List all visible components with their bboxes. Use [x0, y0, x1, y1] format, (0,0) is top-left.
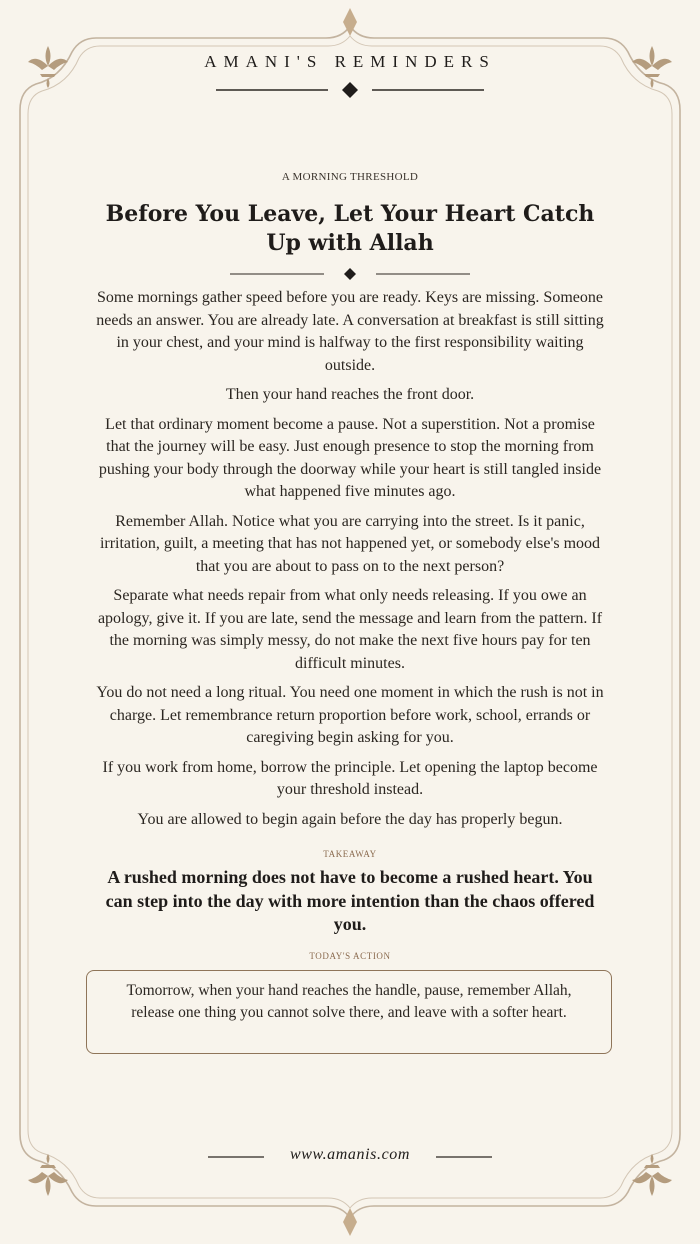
brand-title: AMANI'S REMINDERS: [204, 52, 496, 71]
paragraph: You do not need a long ritual. You need one moment in which the rush is not in charge. Let remembrance return proportion before work, school, errands or caregiving begin asking for you.: [96, 684, 604, 746]
article-body: [92, 287, 608, 838]
article-kicker: A MORNING THRESHOLD: [281, 171, 419, 183]
takeaway-text: A rushed morning does not have to become a rushed heart. You can step into the day with more intention than the chaos offered you.: [105, 867, 595, 934]
paragraph: Remember Allah. Notice what you are carrying into the street. Is it panic, irritation, guilt, a meeting that has not happened yet, or somebody else's mood that you are about to pass on to the next person?: [99, 512, 601, 575]
action-text: Tomorrow, when your hand reaches the handle, pause, remember Allah, release one thing you cannot solve there, and leave with a softer heart.: [126, 982, 572, 1021]
header-divider: [216, 82, 484, 98]
action-box: [86, 970, 612, 1054]
paragraph: Then your hand reaches the front door.: [225, 386, 475, 403]
action-label: TODAY'S ACTION: [309, 951, 391, 961]
title-divider: [230, 268, 470, 280]
article-title: Before You Leave, Let Your Heart Catch Up with Allah: [105, 201, 595, 256]
paragraph: Separate what needs repair from what only needs releasing. If you owe an apology, give it. If you are late, send the message and learn from the pattern. If the morning was simply messy, do not make the next five hours pay for ten difficult minutes.: [97, 587, 603, 672]
paragraph: Let that ordinary moment become a pause. Not a superstition. Not a promise that the journey will be easy. Just enough presence to stop the morning from pushing your body through the doorway while your heart is still tangled inside what happened five minutes ago.: [98, 415, 602, 500]
footer-url-link[interactable]: www.amanis.com: [289, 1146, 411, 1163]
paragraph: Some mornings gather speed before you are ready. Keys are missing. Someone needs an answer. You are already late. A conversation at breakfast is still sitting in your chest, and your mind is halfway to the first responsibility waiting outside.: [96, 289, 604, 374]
takeaway-label: TAKEAWAY: [323, 849, 377, 859]
paragraph: You are allowed to begin again before the day has properly begun.: [137, 810, 563, 828]
paragraph: If you work from home, borrow the principle. Let opening the laptop become your threshold instead.: [102, 758, 598, 798]
